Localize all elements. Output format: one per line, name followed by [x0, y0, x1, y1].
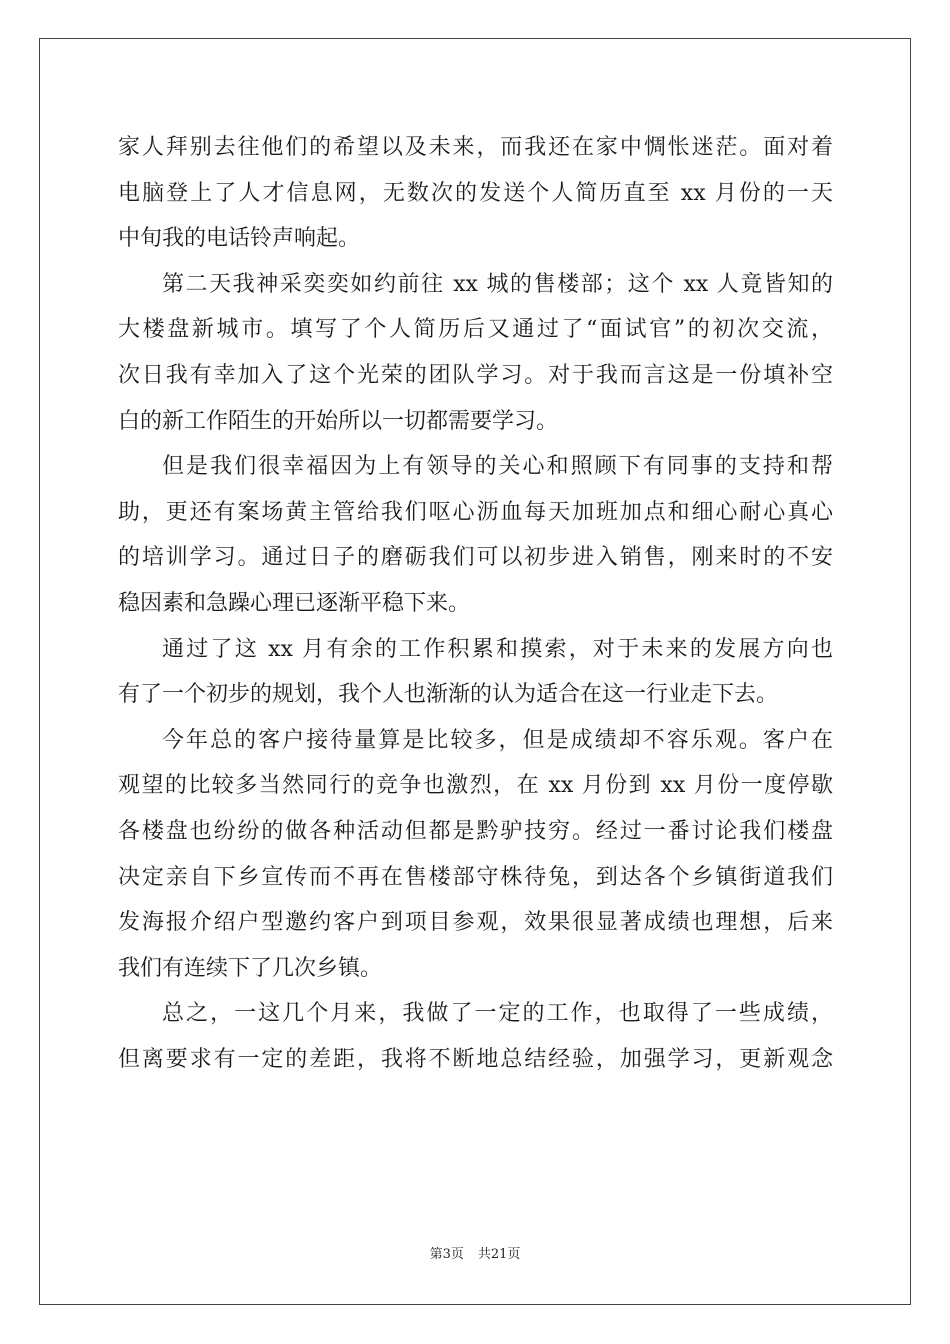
text-line: 家人拜别去往他们的希望以及未来，而我还在家中惆怅迷茫。面对着	[118, 135, 833, 160]
document-body	[118, 125, 833, 1082]
text-line: 决定亲自下乡宣传而不再在售楼部守株待兔，到达各个乡镇街道我们	[118, 864, 833, 890]
text-line: 大楼盘新城市。填写了个人简历后又通过了“面试官”的初次交流，	[118, 317, 833, 343]
text-line: 发海报介绍户型邀约客户到项目参观，效果很显著成绩也理想，后来	[118, 910, 833, 936]
paragraph	[118, 718, 833, 992]
text-line: 通过了这 xx 月有余的工作积累和摸索，对于未来的发展方向也	[162, 636, 833, 662]
text-line: 有了一个初步的规划，我个人也渐渐的认为适合在这一行业走下去。	[118, 682, 779, 708]
text-line: 各楼盘也纷纷的做各种活动但都是黔驴技穷。经过一番讨论我们楼盘	[118, 818, 833, 844]
text-line: 我们有连续下了几次乡镇。	[118, 955, 383, 981]
text-line: 助，更还有案场黄主管给我们呕心沥血每天加班加点和细心耐心真心	[118, 499, 833, 525]
paragraph	[118, 125, 833, 262]
paragraph	[118, 991, 833, 1082]
text-line: 但离要求有一定的差距，我将不断地总结经验，加强学习，更新观念	[118, 1046, 833, 1072]
text-line: 的培训学习。通过日子的磨砺我们可以初步进入销售，刚来时的不安	[118, 545, 833, 571]
paragraph	[118, 262, 833, 444]
text-line: 电脑登上了人才信息网，无数次的发送个人简历直至 xx 月份的一天	[118, 180, 833, 206]
text-line: 第二天我神采奕奕如约前往 xx 城的售楼部；这个 xx 人竟皆知的	[162, 271, 833, 297]
text-line: 总之，一这几个月来，我做了一定的工作，也取得了一些成绩，	[162, 1001, 833, 1027]
page-number-total: 共21页	[477, 1247, 521, 1262]
paragraph	[118, 444, 833, 626]
text-line: 但是我们很幸福因为上有领导的关心和照顾下有同事的支持和帮	[162, 454, 833, 480]
text-line: 稳因素和急躁心理已逐渐平稳下来。	[118, 590, 471, 616]
paragraph	[118, 627, 833, 718]
text-line: 白的新工作陌生的开始所以一切都需要学习。	[118, 408, 559, 434]
text-line: 次日我有幸加入了这个光荣的团队学习。对于我而言这是一份填补空	[118, 362, 833, 388]
page-footer	[0, 1243, 950, 1262]
text-line: 中旬我的电话铃声响起。	[118, 226, 361, 252]
page-number-current: 第3页	[429, 1247, 464, 1262]
text-line: 观望的比较多当然同行的竞争也激烈，在 xx 月份到 xx 月份一度停歇	[118, 773, 833, 799]
text-line: 今年总的客户接待量算是比较多，但是成绩却不容乐观。客户在	[162, 727, 833, 753]
